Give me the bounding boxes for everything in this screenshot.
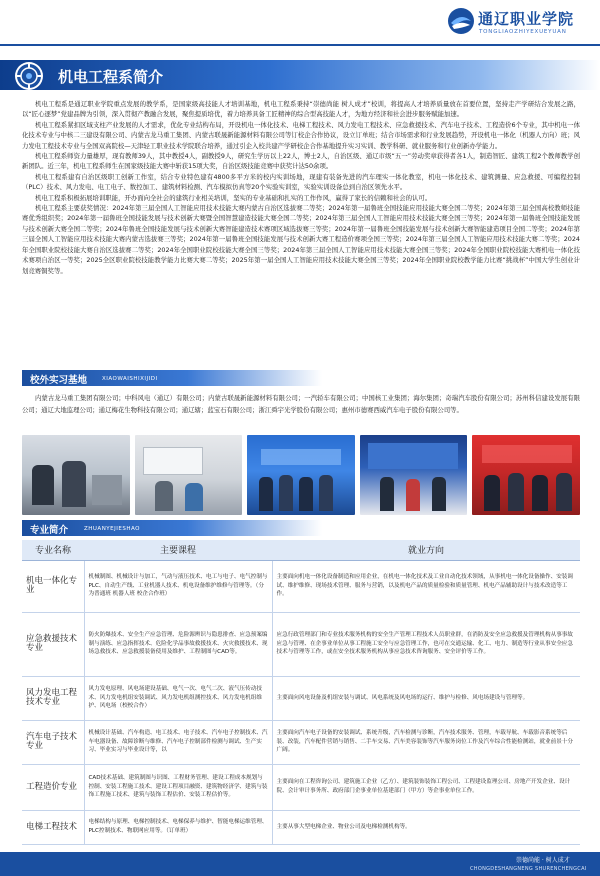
department-intro bbox=[22, 99, 580, 276]
header-career-direction: 就业方向 bbox=[272, 540, 580, 560]
intro-paragraph: 机电工程系师资力量雄厚，现有教师39人，其中教授4人，副教授9人，研究生学历以上22人，博士2人，自治区级、通辽市级“五一”劳动奖章获得者各1人，制造智匠、建筑工程2个教师教学创新团队。近三年，机电工程系师生在国家级技能大赛中斩获15项大奖，自治区级技能竞赛中获奖计达50余项。 bbox=[22, 152, 580, 171]
table-row bbox=[22, 560, 580, 612]
major-courses: 机械制图、机械设计与加工，气动与液压技术、电工与电子、电气控制与PLC、自动生产线、工业机器人技术、机电设备维护维修与管理等。（分为普通班 机器人班 校企合作班） bbox=[84, 560, 272, 612]
footer-band bbox=[0, 852, 600, 876]
school-name: 通辽职业学院 bbox=[478, 10, 575, 28]
major-name: 风力发电工程技术专业 bbox=[22, 676, 84, 720]
major-direction: 应急行政管理部门和专业技术服务机构的安全生产管理工程技术人员职业群，在消防及安全应急救援及管理机构从事事故应急与管理、在企事业单位从事工程施工安全与应急管理工作，也可在交通运输、化工、电力、制造等行业从事安全应急技术与管理等工作，或在安全技术服务机构从事应急技术咨询服务、安全评价等工作。 bbox=[272, 612, 580, 676]
majors-section-subtitle: ZHUANYEJIESHAO bbox=[84, 526, 140, 532]
table-row bbox=[22, 720, 580, 764]
major-direction: 主要面向风电设备及机组安装与调试、风电系统及风电场的运行、维护与检修、风电场建设与管理等。 bbox=[272, 676, 580, 720]
table-row bbox=[22, 764, 580, 810]
photo-team-group bbox=[472, 435, 580, 515]
footer-motto-pinyin: CHONGDESHANGNENG SHURENCHENGCAI bbox=[470, 866, 587, 872]
header-rule bbox=[0, 44, 600, 46]
photo-strip bbox=[22, 435, 580, 515]
school-logo-icon bbox=[446, 6, 476, 36]
photo-workshop-training bbox=[22, 435, 130, 515]
photo-classroom-lab bbox=[135, 435, 243, 515]
major-name: 汽车电子技术专业 bbox=[22, 720, 84, 764]
header-main-courses: 主要课程 bbox=[84, 540, 272, 560]
major-direction: 主要面向在工程咨询公司、建筑施工企业（乙方）、建筑装饰装饰工程公司、工程建设监理公司、房地产开发企业、设计院、会计审计事务所、政府部门企事业单位基建部门（甲方）等企事业单位工作。 bbox=[272, 764, 580, 810]
footer-motto: 崇德尚能 · 树人成才 bbox=[516, 857, 570, 864]
department-emblem-icon bbox=[14, 61, 44, 91]
table-row bbox=[22, 612, 580, 676]
major-name: 机电一体化专业 bbox=[22, 560, 84, 612]
major-courses: 电梯结构与原理、电梯控制技术、电梯保养与维护、智能电梯运维管理、PLC控制技术、物联网应用等。（订单班） bbox=[84, 810, 272, 844]
photo-competition-banner bbox=[360, 435, 468, 515]
internship-section-title: 校外实习基地 bbox=[30, 375, 88, 386]
intro-paragraph: 机电工程系积极拓展培训职能，开办面向全社会的建筑行业相关培训，坚实的专业基础和扎实的工作作风，赢得了家长的信赖和社会的认可。 bbox=[35, 193, 432, 202]
major-name: 电梯工程技术 bbox=[22, 810, 84, 844]
header-major-name: 专业名称 bbox=[22, 540, 84, 560]
intro-paragraph: 机电工程系紧扣区域支柱产业发展的人才需求，优化专业结构布局，开设机电一体化技术、电梯工程技术、风力发电工程技术、应急救援技术、汽车电子技术、工程造价6个专业，其中机电一体化技术专业与中核二三建设有限公司、内蒙古龙马重工集团、内蒙古联晟新能源材料有限公司等订校企合作协议，设立订单班；结合市场需求和行业发展趋势，开设机电一体化（机器人方向）班；风力发电工程技术专业与全国双高院校—天津轻工职业技术学院联合培养，通过引企入校共建产学研校企合作基地提升实习实训、教学科研、就业服务和行业创新办学能力。 bbox=[22, 120, 580, 150]
major-direction: 主要面向机电一体化设备制造和应用企业，在机电一体化技术及工业自动化技术领域，从事机电一体化设备操作、安装调试、维护维修、现场技术管理、服务与营销，以及机电产品的质量检验和质量管理、机电产品辅助设计与技术改造等工作。 bbox=[272, 560, 580, 612]
school-pinyin: TONGLIAOZHIYEXUEYUAN bbox=[479, 29, 567, 35]
department-title: 机电工程系简介 bbox=[58, 68, 164, 86]
major-direction: 主要从事大型电梯企业、物业公司及电梯检测机构等。 bbox=[272, 810, 580, 844]
majors-table bbox=[22, 540, 580, 845]
major-courses: 防火防爆技术、安全生产应急管理、危险源辨识与隐患排查、应急预案编制与演练、应急指挥技术、危险化学品事故救援技术、火灾救援技术、现场急救技术、应急救援装备使用及维护、工程制图与CAD等。 bbox=[84, 612, 272, 676]
table-row bbox=[22, 810, 580, 844]
internship-section-subtitle: XIAOWAISHIXIJIDI bbox=[102, 376, 158, 382]
major-courses: 机械设计基础、汽车构造、电工技术、电子技术、汽车电子控制技术、汽车电器设备、故障诊断与维修、汽车电子控制部件检测与调试、生产实习、毕业实习与毕业设计等，以 bbox=[84, 720, 272, 764]
majors-section-title: 专业简介 bbox=[30, 525, 69, 536]
major-courses: CAD技术基础、建筑制图与识图、工程财务管理、建设工程成本规划与控制、安装工程施工技术、建设工程项目融资、建筑物经济学、建筑与装饰工程施工技术、建筑与装饰工程估价、安装工程估价等。 bbox=[84, 764, 272, 810]
photo-award-ceremony bbox=[247, 435, 355, 515]
intro-paragraph: 机电工程系主要获奖情况：2024年第三届全国人工智能应用技术技能大赛内蒙古自治区选拔赛二等奖；2024年第一届鲁班全国技能应用技能大赛全国二等奖；2024年第三届全国高校教师技能赛优秀组织奖；2024年第一届鲁班全国技能发展与技术创新大赛暨全国智慧建造技能大赛全国二等奖；2024年第三届全国人工智能应用技术技能大赛全国三等奖；2024年第一届鲁班全国技能发展与技术创新大赛全国二等奖；2024年鲁班全国技能发展与技术创新大赛智能建造技术赛项区域选拔赛三等奖；2024年第一届鲁班全国技能发展与技术创新大赛智能建造项目全国二等奖；2024年第三届全国人工智能应用技术技能大赛内蒙古选拔赛三等奖；2024年第一届鲁班全国技能发展与技术创新大赛工程造价赛项全国三等奖；2024年第三届全国人工智能应用技术技能大赛二等奖；2024年全国职业院校技能大赛自治区选拔赛二等奖；2024年全国职业院校技能大赛全国三等奖；2024年第三届全国人工智能应用技术技能大赛全国三等奖；2024年全国职业院校技能大赛机电一体化技术赛项自治区一等奖；2025全区职业院校技能教学能力比赛大赛二等奖；2025年第一届全国人工智能应用技术技能大赛全国三等奖；2024年全国职业院校教学能力比赛“挑战杯”中国大学生创业计划竞赛铜奖等。 bbox=[22, 204, 580, 275]
intro-paragraph: 机电工程系建有自治区级职工创新工作室，结合专业特色建有4800多平方米的校内实训场地，现建有装备先进的汽车理实一体化教室，机电一体化技术、建筑测量、应急救援、可编程控制（PLC）技术、风力发电、电工电子、数控加工、建筑材料检测、汽车模拟仿真等20个实验实训室，实验实训设备总到自治区领先水平。 bbox=[22, 172, 580, 192]
majors-table-header bbox=[22, 540, 580, 560]
intro-paragraph: 机电工程系是通辽职业学院重点发展的教学系，是国家级高技能人才培训基地，机电工程系秉持“崇德尚能 树人成才”校训，将提高人才培养质量放在首要位置，坚持走产学研结合发展之路，以“匠心逐梦”党建品牌为引领，深入贯彻产教融合发展，聚焦提质培优，着力培养具备工匠精神的综合型高技能人才，为地方经济和社会进步服务赋能加速。 bbox=[22, 100, 580, 119]
internship-partners-text: 内蒙古龙马重工集团有限公司；中科风电（通辽）有限公司；内蒙古联晟新能源材料有限公司；一汽轿车有限公司；中国核工业集团；海尔集团；奇瑞汽车股份有限公司；苏州科信建设发展有限公司；通辽大地监理公司；通辽梅花生物科技有限公司；通辽辖；蓝宝石有限公司；浙江舜宇光学股份有限公司；惠州市德赛西威汽车电子股份有限公司等。 bbox=[22, 394, 580, 414]
major-name: 应急救援技术专业 bbox=[22, 612, 84, 676]
table-row bbox=[22, 676, 580, 720]
major-courses: 风力发电原理、风电场建设基础、电气一次、电气二次、液气压传动技术、风力发电机组安装调试、风力发电机组测控技术、风力发电机组维护、风电场（校校合作） bbox=[84, 676, 272, 720]
major-direction: 主要面向汽车电子设备的安装调试、系统升级，汽车检测与诊断，汽车技术服务、管理，车载导航、车载影音系统等后装、改装，汽车配件营销与销售、二手车交易、汽车美容装饰等汽车服务岗位工作及汽车综合性能检测站，就业前景十分广阔。 bbox=[272, 720, 580, 764]
major-name: 工程造价专业 bbox=[22, 764, 84, 810]
